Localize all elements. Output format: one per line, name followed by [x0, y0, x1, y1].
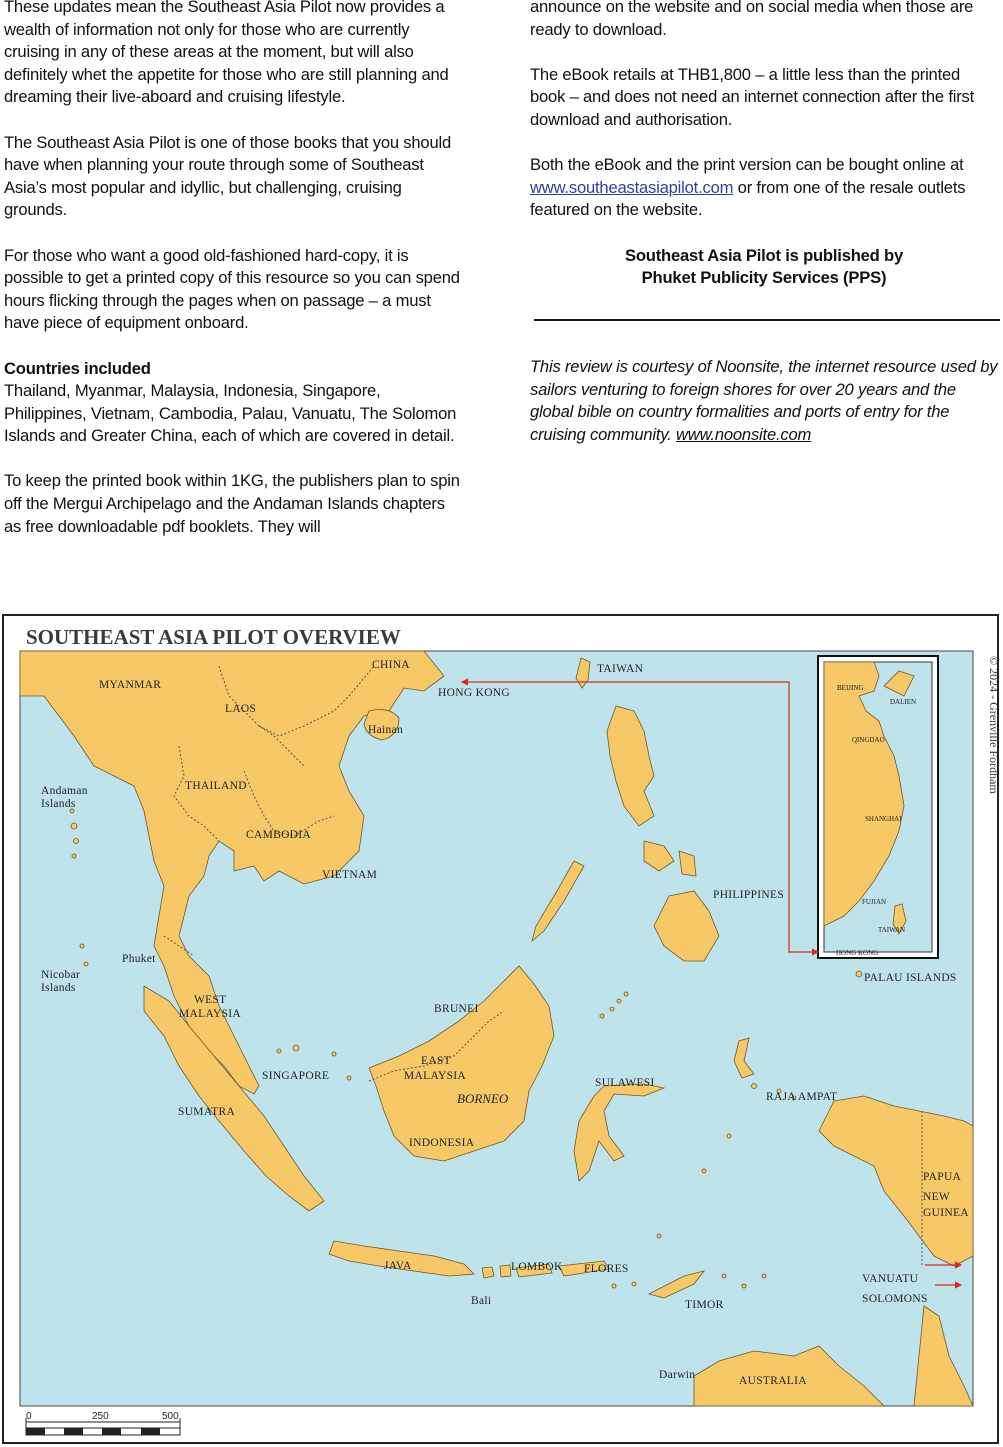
map-copyright: © 2024 - Grenville Fordham	[987, 656, 1001, 794]
publisher-line-1: Southeast Asia Pilot is published by	[624, 245, 903, 265]
inset-label-shanghai: SHANGHAI	[865, 815, 902, 823]
label-china: CHINA	[372, 659, 410, 671]
paragraph-purchase	[530, 154, 998, 222]
countries-heading: Countries included	[4, 358, 151, 378]
label-brunei: BRUNEI	[434, 1003, 479, 1015]
label-raja-ampat: RAJA AMPAT	[766, 1091, 838, 1103]
label-andaman-1: Andaman	[41, 785, 88, 797]
label-singapore: SINGAPORE	[262, 1070, 330, 1082]
label-east-malaysia-2: MALAYSIA	[404, 1070, 467, 1082]
label-flores: FLORES	[584, 1263, 629, 1275]
publisher-line-2: Phuket Publicity Services (PPS)	[641, 268, 887, 288]
label-vietnam: VIETNAM	[322, 869, 378, 881]
label-png-2: NEW	[923, 1191, 951, 1203]
purchase-text: Both the eBook and the print version can be bought online at	[530, 155, 964, 175]
label-borneo: BORNEO	[457, 1091, 509, 1106]
label-australia: AUSTRALIA	[739, 1375, 807, 1387]
label-timor: TIMOR	[685, 1299, 724, 1311]
label-png-3: GUINEA	[923, 1207, 969, 1219]
southeastasiapilot-link[interactable]: www.southeastasiapilot.com	[530, 177, 734, 197]
inset-label-hong-kong: HONG KONG	[836, 949, 879, 957]
label-darwin: Darwin	[659, 1369, 696, 1381]
inset-label-dalien: DALIEN	[890, 698, 917, 706]
label-palau-islands: PALAU ISLANDS	[864, 972, 957, 984]
label-vanuatu: VANUATU	[862, 1273, 919, 1285]
map-figure	[2, 614, 999, 1444]
label-taiwan: TAIWAN	[597, 663, 644, 675]
scale-label-0: 0	[26, 1411, 32, 1422]
paragraph-book-intro: The Southeast Asia Pilot is one of those books that you should have when planning your route through some of Southeast Asia’s most popular and idyllic, but challenging, cruising grounds.	[4, 132, 451, 220]
label-lombok: LOMBOK	[511, 1261, 563, 1273]
scale-label-500: 500	[162, 1411, 179, 1422]
inset-label-fujian: FUJIAN	[862, 898, 887, 906]
label-nicobar-2: Islands	[41, 982, 76, 994]
label-hong-kong: HONG KONG	[438, 687, 511, 699]
label-sulawesi: SULAWESI	[595, 1077, 655, 1089]
inset-label-beijing: BEIJING	[837, 684, 864, 692]
paragraph-announce: announce on the website and on social media when those are ready to download.	[530, 0, 974, 39]
label-sumatra: SUMATRA	[178, 1106, 236, 1118]
label-thailand: THAILAND	[185, 780, 247, 792]
paragraph-printed-book: To keep the printed book within 1KG, the publishers plan to spin off the Mergui Archipelago and the Andaman Islands chapters as free downloadable pdf booklets. They will	[4, 471, 460, 536]
article-right-column	[530, 0, 998, 312]
inset-label-qingdao: QINGDAO	[852, 736, 885, 744]
label-andaman-2: Islands	[41, 798, 76, 810]
label-west-malaysia-2: MALAYSIA	[179, 1008, 242, 1020]
label-cambodia: CAMBODIA	[246, 829, 312, 841]
label-nicobar-1: Nicobar	[41, 969, 81, 981]
label-laos: LAOS	[225, 703, 257, 715]
bali-island	[482, 1267, 494, 1278]
review-credit	[530, 356, 998, 446]
label-java: JAVA	[384, 1260, 412, 1272]
paragraph-hard-copy: For those who want a good old-fashioned hard-copy, it is possible to get a printed copy of this resource so you can spend hours flicking through the pages when on passage – a must have piece of equipment onboard.	[4, 245, 460, 333]
inset-label-taiwan: TAIWAN	[878, 926, 906, 934]
label-indonesia: INDONESIA	[409, 1137, 475, 1149]
section-divider	[534, 319, 1000, 321]
scale-label-250: 250	[92, 1411, 109, 1422]
label-west-malaysia-1: WEST	[194, 994, 227, 1006]
label-hainan: Hainan	[368, 724, 404, 736]
china-inset-map	[818, 656, 938, 958]
credit-text: This review is courtesy of Noonsite, the internet resource used by sailors venturing to foreign shores for over 20 years and the global bible on country formalities and ports of entry for the cruising community.	[530, 357, 998, 444]
label-png-1: PAPUA	[923, 1171, 962, 1183]
label-philippines: PHILIPPINES	[713, 889, 785, 901]
lombok-island	[500, 1265, 511, 1277]
label-bali: Bali	[471, 1295, 492, 1307]
noonsite-link[interactable]: www.noonsite.com	[676, 424, 812, 444]
southeast-asia-map	[4, 616, 1001, 1442]
label-east-malaysia-1: EAST	[421, 1055, 451, 1067]
label-solomons: SOLOMONS	[862, 1293, 928, 1305]
countries-list: Thailand, Myanmar, Malaysia, Indonesia, Singapore, Philippines, Vietnam, Cambodia, Palau, Vanuatu, The Solomon Islands and Greater China, each of which are covered in detail.	[4, 381, 457, 446]
paragraph-updates: These updates mean the Southeast Asia Pilot now provides a wealth of information not only for those who are currently cruising in any of these areas at the moment, but will also definitely whet the appetite for those who are still planning and dreaming their live-aboard and cruising lifestyle.	[4, 0, 449, 107]
map-title: SOUTHEAST ASIA PILOT OVERVIEW	[26, 625, 401, 649]
label-myanmar: MYANMAR	[99, 679, 162, 691]
label-phuket: Phuket	[122, 953, 156, 965]
paragraph-ebook-price: The eBook retails at THB1,800 – a little less than the printed book – and does not need an internet connection after the first download and authorisation.	[530, 64, 975, 129]
article-left-column	[4, 0, 464, 561]
purchase-text-end: or from one of the resale outlets featured on the website.	[530, 177, 966, 220]
